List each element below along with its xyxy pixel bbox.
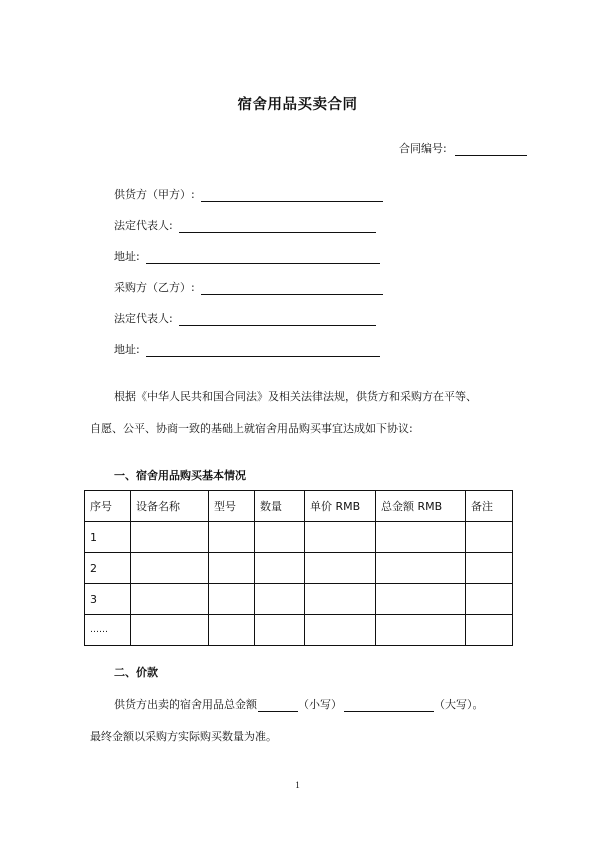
table-cell[interactable] <box>466 584 513 615</box>
price-small-blank[interactable] <box>258 699 298 712</box>
items-table <box>84 490 513 646</box>
intro-line-1: 根据《中华人民共和国合同法》及相关法律法规，供货方和采购方在平等、 <box>114 390 477 403</box>
table-row <box>85 584 513 615</box>
buyer-rep-label: 法定代表人: <box>114 312 173 325</box>
seller-blank[interactable] <box>201 189 383 202</box>
price-big-blank[interactable] <box>344 699 434 712</box>
intro-line-2: 自愿、公平、协商一致的基础上就宿舍用品购买事宜达成如下协议: <box>90 422 413 435</box>
table-cell[interactable] <box>209 615 255 646</box>
table-cell[interactable] <box>305 584 376 615</box>
table-cell[interactable] <box>305 615 376 646</box>
seller-field <box>114 186 383 202</box>
table-cell[interactable] <box>305 553 376 584</box>
table-cell[interactable] <box>376 615 466 646</box>
seller-label: 供货方（甲方）: <box>114 188 195 201</box>
table-cell[interactable] <box>131 522 209 553</box>
buyer-field <box>114 279 383 295</box>
table-cell[interactable] <box>255 615 305 646</box>
header-device-name: 设备名称 <box>131 491 209 522</box>
table-cell[interactable] <box>209 553 255 584</box>
buyer-address-label: 地址: <box>114 343 140 356</box>
price-prefix: 供货方出卖的宿舍用品总金额 <box>114 698 257 711</box>
buyer-address-blank[interactable] <box>146 344 380 357</box>
table-row <box>85 522 513 553</box>
table-cell[interactable] <box>255 553 305 584</box>
page-number: 1 <box>295 780 300 790</box>
row-index: …… <box>85 615 131 646</box>
table-cell[interactable] <box>209 584 255 615</box>
contract-number-field <box>399 140 527 156</box>
header-model: 型号 <box>209 491 255 522</box>
price-line-2: 最终金额以采购方实际购买数量为准。 <box>90 730 277 743</box>
seller-rep-field <box>114 217 376 233</box>
buyer-rep-blank[interactable] <box>179 313 376 326</box>
header-index: 序号 <box>85 491 131 522</box>
table-cell[interactable] <box>131 584 209 615</box>
table-cell[interactable] <box>376 553 466 584</box>
table-cell[interactable] <box>131 615 209 646</box>
contract-number-label: 合同编号: <box>399 142 447 155</box>
price-big-label: （大写）。 <box>434 698 484 711</box>
seller-address-label: 地址: <box>114 250 140 263</box>
table-row <box>85 615 513 646</box>
buyer-label: 采购方（乙方）: <box>114 281 195 294</box>
table-cell[interactable] <box>255 584 305 615</box>
table-cell[interactable] <box>376 522 466 553</box>
table-cell[interactable] <box>376 584 466 615</box>
buyer-blank[interactable] <box>201 282 383 295</box>
table-cell[interactable] <box>466 553 513 584</box>
header-total-amount: 总金额 RMB <box>376 491 466 522</box>
table-cell[interactable] <box>255 522 305 553</box>
table-cell[interactable] <box>131 553 209 584</box>
table-cell[interactable] <box>305 522 376 553</box>
contract-number-blank[interactable] <box>455 143 527 156</box>
buyer-rep-field <box>114 310 376 326</box>
table-row <box>85 553 513 584</box>
table-cell[interactable] <box>466 522 513 553</box>
row-index: 1 <box>85 522 131 553</box>
section-1-title: 一、宿舍用品购买基本情况 <box>114 469 246 482</box>
seller-address-field <box>114 248 380 264</box>
price-line-1 <box>114 696 544 712</box>
header-unit-price: 单价 RMB <box>305 491 376 522</box>
row-index: 3 <box>85 584 131 615</box>
header-remarks: 备注 <box>466 491 513 522</box>
seller-rep-label: 法定代表人: <box>114 219 173 232</box>
table-cell[interactable] <box>466 615 513 646</box>
table-cell[interactable] <box>209 522 255 553</box>
header-quantity: 数量 <box>255 491 305 522</box>
section-2-title: 二、价款 <box>114 666 158 679</box>
seller-rep-blank[interactable] <box>179 220 376 233</box>
document-title: 宿舍用品买卖合同 <box>237 97 358 113</box>
table-header-row <box>85 491 513 522</box>
row-index: 2 <box>85 553 131 584</box>
price-small-label: （小写） <box>298 698 342 711</box>
buyer-address-field <box>114 341 380 357</box>
seller-address-blank[interactable] <box>146 251 380 264</box>
